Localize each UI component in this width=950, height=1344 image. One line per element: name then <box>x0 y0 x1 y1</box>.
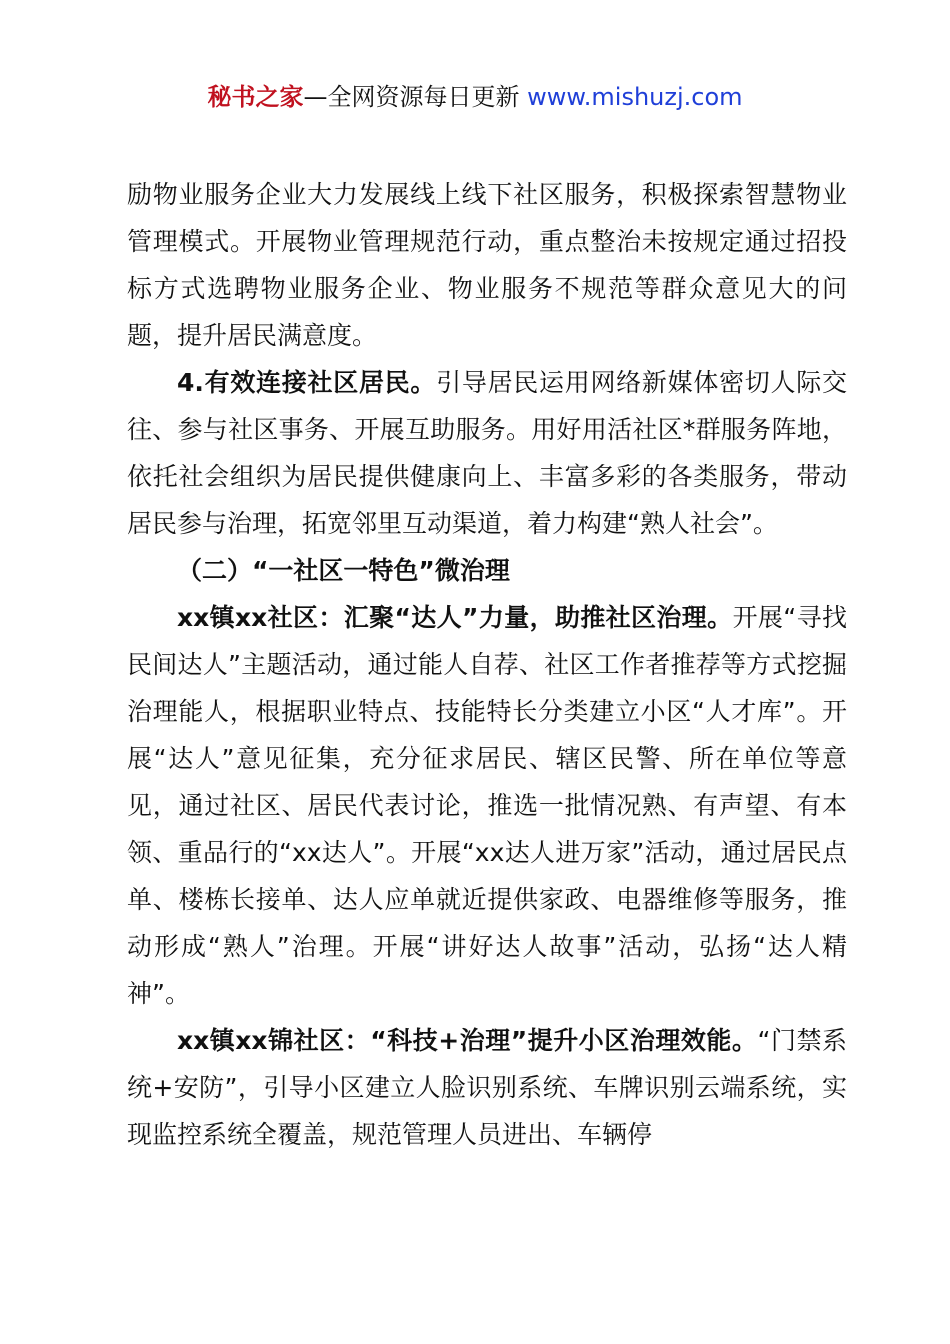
paragraph-text: 引导居民运用网络新媒体密切人际交往、参与社区事务、开展互助服务。用好用活社区*群服务阵地，依托社会组织为居民提供健康向上、丰富多彩的各类服务，带动居民参与治理，拓宽邻里互动渠道，着力构建“熟人社会”。 <box>127 368 847 538</box>
paragraph-title: xx镇xx锦社区：“科技+治理”提升小区治理效能。 <box>177 1026 758 1055</box>
page-header <box>0 80 950 114</box>
paragraph-community-talent <box>127 594 847 1017</box>
header-tagline: —全网资源每日更新 <box>303 83 520 111</box>
section-heading: （二）“一社区一特色”微治理 <box>177 556 510 585</box>
paragraph-title: xx镇xx社区：汇聚“达人”力量，助推社区治理。 <box>177 603 733 632</box>
paragraph-title: 4.有效连接社区居民。 <box>177 368 437 397</box>
document-body <box>127 171 847 1158</box>
brand-name: 秘书之家 <box>207 83 304 111</box>
paragraph-connect-residents <box>127 359 847 547</box>
paragraph-continuation: 励物业服务企业大力发展线上线下社区服务，积极探索智慧物业管理模式。开展物业管理规范行动，重点整治未按规定通过招投标方式选聘物业服务企业、物业服务不规范等群众意见大的问题，提升居民满意度。 <box>127 180 847 350</box>
header-url[interactable]: www.mishuzj.com <box>527 83 743 111</box>
paragraph-tech-governance <box>127 1017 847 1158</box>
paragraph-text: “门禁系统+安防”，引导小区建立人脸识别系统、车牌识别云端系统，实现监控系统全覆盖，规范管理人员进出、车辆停 <box>127 1026 848 1149</box>
paragraph-text: 开展“寻找民间达人”主题活动，通过能人自荐、社区工作者推荐等方式挖掘治理能人，根据职业特点、技能特长分类建立小区“人才库”。开展“达人”意见征集，充分征求居民、辖区民警、所在单位等意见，通过社区、居民代表讨论，推选一批情况熟、有声望、有本领、重品行的“xx达人”。开展“xx达人进万家”活动，通过居民点单、楼栋长接单、达人应单就近提供家政、电器维修等服务，推动形成“熟人”治理。开展“讲好达人故事”活动，弘扬“达人精神”。 <box>127 603 848 1008</box>
